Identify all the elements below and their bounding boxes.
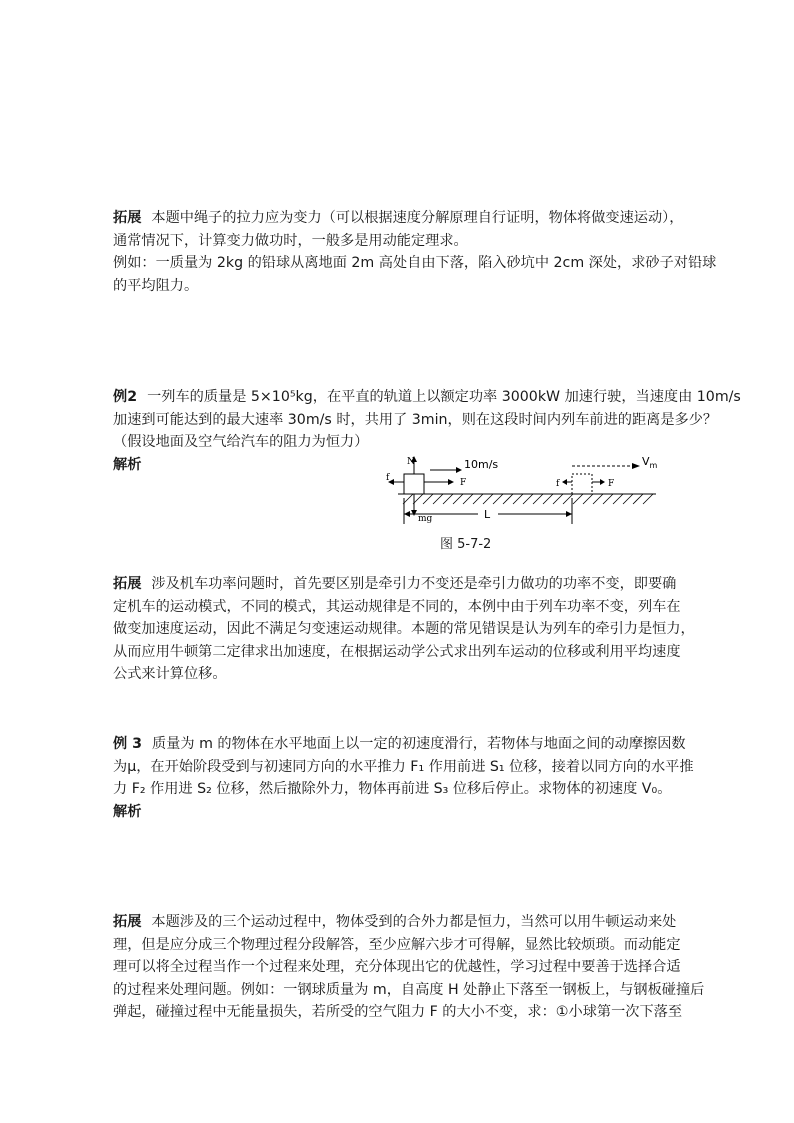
extension-paragraph-1	[113, 207, 717, 297]
traction-arrowhead-start	[448, 479, 454, 485]
initial-velocity-arrowhead	[456, 467, 462, 473]
text-line: 弹起，碰撞过程中无能量损失，若所受的空气阻力 F 的大小不变，求：①小球第一次下落至	[113, 1004, 683, 1020]
text-line: 为μ，在开始阶段受到与初速同方向的水平推力 F₁ 作用前进 S₁ 位移，接着以同方向的水平推	[113, 758, 694, 775]
text-line: 的过程来处理问题。例如：一钢球质量为 m，自高度 H 处静止下落至一钢板上，与钢板碰撞后	[113, 981, 705, 998]
distance-label: L	[484, 508, 491, 521]
extension-paragraph-2	[113, 573, 695, 686]
text-line	[113, 733, 686, 756]
block-start	[404, 474, 424, 494]
text-line	[113, 573, 683, 596]
text-line	[113, 207, 683, 230]
text-line: 做变加速度运动，因此不满足匀变速运动规律。本题的常见错误是认为列车的牵引力是恒力，	[113, 621, 695, 637]
text-line-content: 质量为 m 的物体在水平地面上以一定的初速度滑行，若物体与地面之间的动摩擦因数	[152, 736, 686, 752]
example-label: 例2	[113, 389, 138, 405]
train-motion-diagram	[378, 452, 658, 552]
initial-velocity-label: 10m/s	[464, 458, 499, 471]
distance-arrowhead-left	[404, 511, 410, 517]
example-label: 例 3	[113, 736, 142, 752]
text-line: 公式来计算位移。	[113, 666, 227, 682]
traction-arrowhead-end	[600, 479, 605, 485]
traction-label-end: F	[608, 479, 615, 489]
friction-label-start: f	[386, 473, 390, 483]
text-line: 理，但是应分成三个物理过程分段解答，至少应解六步才可得解，显然比较烦琐。而动能定	[113, 936, 681, 953]
text-line	[113, 386, 741, 409]
example-3	[113, 733, 694, 823]
text-line: 例如：一质量为 2kg 的铅球从离地面 2m 高处自由下落，陷入砂坑中 2cm 深处，求砂子对铅球	[113, 255, 717, 271]
text-line: （假设地面及空气给汽车的阻力为恒力）	[113, 434, 369, 450]
max-velocity-arrowhead	[632, 463, 640, 469]
extension-paragraph-3	[113, 911, 705, 1024]
text-line-content: 一列车的质量是 5×10⁵kg，在平直的轨道上以额定功率 3000kW 加速行驶，当速度由 10m/s	[147, 389, 741, 405]
max-velocity-label: $V_m$	[642, 455, 658, 470]
extension-label: 拓展	[113, 576, 142, 592]
figure-caption: 图 5-7-2	[440, 537, 492, 552]
traction-label-start: F	[460, 478, 467, 488]
extension-label: 拓展	[113, 914, 142, 930]
weight-label: mg	[418, 514, 433, 524]
text-line-content: 涉及机车功率问题时，首先要区别是牵引力不变还是牵引力做功的功率不变，即要确	[151, 576, 677, 592]
weight-arrowhead	[411, 510, 417, 516]
text-line: 力 F₂ 作用进 S₂ 位移，然后撤除外力，物体再前进 S₃ 位移后停止。求物体的初速度 V₀。	[113, 781, 672, 797]
normal-force-label: N	[407, 457, 415, 467]
text-line: 加速到可能达到的最大速率 30m/s 时，共用了 3min，则在这段时间内列车前进的距离是多少？	[113, 411, 718, 428]
solution-label: 解析	[113, 803, 142, 820]
text-line: 定机车的运动模式，不同的模式，其运动规律是不同的，本例中由于列车功率不变，列车在	[113, 598, 681, 615]
text-line-content: 本题涉及的三个运动过程中，物体受到的合外力都是恒力，当然可以用牛顿运动来处	[151, 914, 677, 930]
extension-label: 拓展	[113, 210, 142, 226]
distance-arrowhead-right	[566, 511, 572, 517]
text-line-content: 本题中绳子的拉力应为变力（可以根据速度分解原理自行证明，物体将做变速运动），	[151, 210, 684, 226]
friction-label-end: f	[556, 479, 560, 489]
text-line: 从而应用牛顿第二定律求出加速度，在根据运动学公式求出列车运动的位移或利用平均速度	[113, 643, 681, 660]
block-end	[572, 474, 592, 494]
solution-label: 解析	[113, 456, 142, 473]
text-line: 通常情况下，计算变力做功时，一般多是用动能定理求。	[113, 232, 468, 249]
text-line: 理可以将全过程当作一个过程来处理，充分体现出它的优越性，学习过程中要善于选择合适	[113, 959, 681, 975]
text-line	[113, 911, 683, 934]
text-line: 的平均阻力。	[113, 277, 199, 294]
ground-hatching	[403, 494, 653, 504]
friction-arrowhead-end	[562, 479, 567, 485]
